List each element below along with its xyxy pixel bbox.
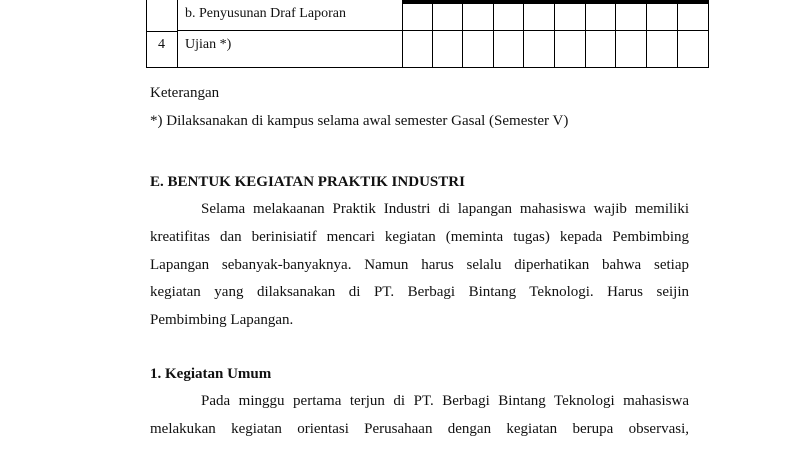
table-week-divider bbox=[493, 0, 494, 68]
paragraph-line: melakukan kegiatan orientasi Perusahaan dengan kegiatan berupa observasi, bbox=[150, 421, 689, 437]
section-e-title: E. BENTUK KEGIATAN PRAKTIK INDUSTRI bbox=[150, 174, 465, 190]
notes-heading: Keterangan bbox=[150, 85, 220, 101]
table-week-divider bbox=[615, 0, 616, 68]
table-cell-row-number: 4 bbox=[158, 37, 165, 52]
table-cell-sub-b: b. Penyusunan Draf Laporan bbox=[185, 6, 346, 21]
schedule-table bbox=[146, 0, 709, 68]
table-row-line bbox=[177, 30, 709, 31]
table-week-divider bbox=[646, 0, 647, 68]
table-week-divider bbox=[554, 0, 555, 68]
table-border-left bbox=[146, 0, 147, 68]
table-border-right bbox=[708, 0, 709, 68]
table-week-divider bbox=[462, 0, 463, 68]
subsection-1-title: 1. Kegiatan Umum bbox=[150, 366, 272, 382]
table-bottom-line bbox=[146, 67, 709, 68]
paragraph-line: Selama melakaanan Praktik Industri di lapangan mahasiswa wajib memiliki bbox=[201, 201, 689, 217]
paragraph-line: kegiatan yang dilaksanakan di PT. Berbagi Bintang Teknologi. Harus seijin bbox=[150, 284, 689, 300]
table-row-line bbox=[146, 31, 177, 32]
table-week-divider bbox=[523, 0, 524, 68]
table-col-divider bbox=[177, 0, 178, 68]
paragraph-line: kreatifitas dan berinisiatif mencari kegiatan (meminta tugas) kepada Pembimbing bbox=[150, 229, 689, 245]
table-col-divider bbox=[402, 0, 403, 68]
table-week-divider bbox=[432, 0, 433, 68]
table-week-divider bbox=[585, 0, 586, 68]
table-cell-row-label: Ujian *) bbox=[185, 37, 232, 52]
paragraph-line: Pada minggu pertama terjun di PT. Berbagi Bintang Teknologi mahasiswa bbox=[201, 393, 689, 409]
table-shaded-band bbox=[402, 0, 709, 4]
table-week-divider bbox=[677, 0, 678, 68]
paragraph-line: Lapangan sebanyak-banyaknya. Namun harus selalu diperhatikan bahwa setiap bbox=[150, 257, 689, 273]
notes-text: *) Dilaksanakan di kampus selama awal semester Gasal (Semester V) bbox=[150, 113, 569, 129]
paragraph-line: Pembimbing Lapangan. bbox=[150, 312, 294, 328]
